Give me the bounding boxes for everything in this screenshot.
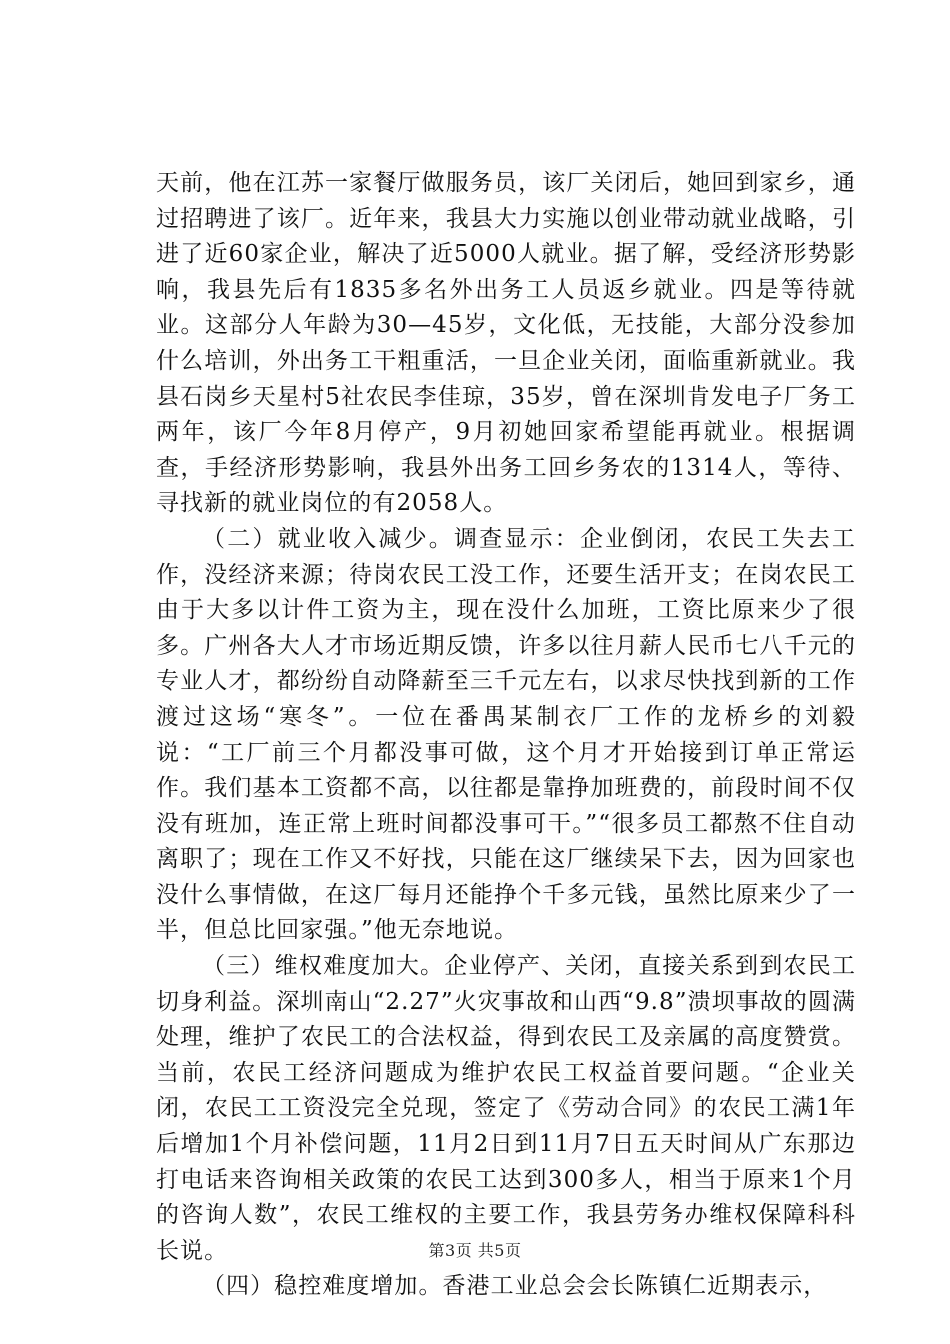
paragraph-income-decrease: （二）就业收入减少。调查显示：企业倒闭，农民工失去工作，没经济来源；待岗农民工没工作，还要生活开支；在岗农民工由于大多以计件工资为主，现在没什么加班，工资比原来少了很多。广州各大人才市场近期反馈，许多以往月薪人民币七八千元的专业人才，都纷纷自动降薪至三千元左右，以求尽快找到新的工作渡过这场“寒冬”。一位在番禺某制衣厂工作的龙桥乡的刘毅说：“工厂前三个月都没事可做，这个月才开始接到订单正常运作。我们基本工资都不高，以往都是靠挣加班费的，前段时间不仅没有班加，连正常上班时间都没事可干。”“很多员工都熬不住自动离职了；现在工作又不好找，只能在这厂继续呆下去，因为回家也没什么事情做，在这厂每月还能挣个千多元钱，虽然比原来少了一半，但总比回家强。”他无奈地说。 [156,525,856,944]
paragraph-continuation: 天前，他在江苏一家餐厅做服务员，该厂关闭后，她回到家乡，通过招聘进了该厂。近年来，我县大力实施以创业带动就业战略，引进了近60家企业，解决了近5000人就业。据了解，受经济形势影响，我县先后有1835多名外出务工人员返乡就业。四是等待就业。这部分人年龄为30—45岁，文化低，无技能，大部分没参加什么培训，外出务工干粗重活，一旦企业关闭，面临重新就业。我县石岗乡天星村5社农民李佳琼，35岁，曾在深圳肯发电子厂务工两年，该厂今年8月停产，9月初她回家希望能再就业。根据调查，手经济形势影响，我县外出务工回乡务农的1314人，等待、寻找新的就业岗位的有2058人。 [156,170,856,517]
page-footer: 第3页 共5页 [428,1241,522,1260]
paragraph-rights-protection: （三）维权难度加大。企业停产、关闭，直接关系到到农民工切身利益。深圳南山“2.27”火灾事故和山西“9.8”溃坝事故的圆满处理，维护了农民工的合法权益，得到农民工及亲属的高度赞赏。当前，农民工经济问题成为维护农民工权益首要问题。“企业关闭，农民工工资没完全兑现，签定了《劳动合同》的农民工满1年后增加1个月补偿问题，11月2日到11月7日五天时间从广东那边打电话来咨询相关政策的农民工达到300多人，相当于原来1个月的咨询人数”，农民工维权的主要工作，我县劳务办维权保障科科长说。 [156,953,856,1264]
paragraph-stability-control: （四）稳控难度增加。香港工业总会会长陈镇仁近期表示， [202,1273,828,1300]
document-body [156,166,856,1305]
